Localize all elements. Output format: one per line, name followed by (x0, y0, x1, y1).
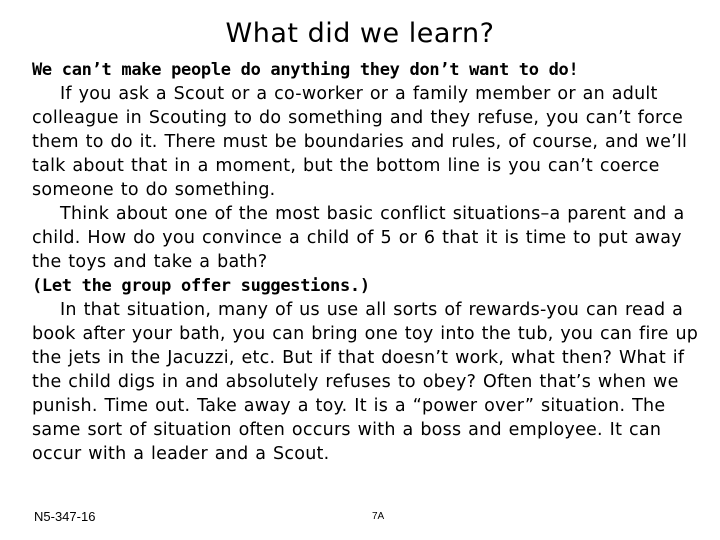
page-number: 7A (372, 511, 385, 522)
slide-body (32, 58, 716, 466)
slide-title: What did we learn? (225, 18, 495, 49)
footer-code: N5-347-16 (34, 509, 96, 524)
paragraph-refusal: If you ask a Scout or a co-worker or a family member or an adult colleague in Scouting to do something and they refuse, you can’t force them to do it. There must be boundaries and rules, of course, and we’ll talk about that in a moment, but the bottom line is you can’t coerce someone to do something. (32, 84, 688, 200)
paragraph-power-over: In that situation, many of us use all sorts of rewards-you can read a book after your bath, you can bring one toy into the tub, you can fire up the jets in the Jacuzzi, etc. But if that doesn’t work, what then? What if the child digs in and absolutely refuses to obey? Often that’s when we punish. Time out. Take away a toy. It is a “power over” situation. The same sort of situation often occurs with a boss and employee. It can occur with a leader and a Scout. (32, 300, 699, 464)
group-instruction: (Let the group offer suggestions.) (32, 276, 370, 296)
key-point-heading: We can’t make people do anything they don’t want to do! (32, 60, 579, 80)
paragraph-parent-child: Think about one of the most basic conflict situations–a parent and a child. How do you convince a child of 5 or 6 that it is time to put away the toys and take a bath? (32, 204, 685, 272)
